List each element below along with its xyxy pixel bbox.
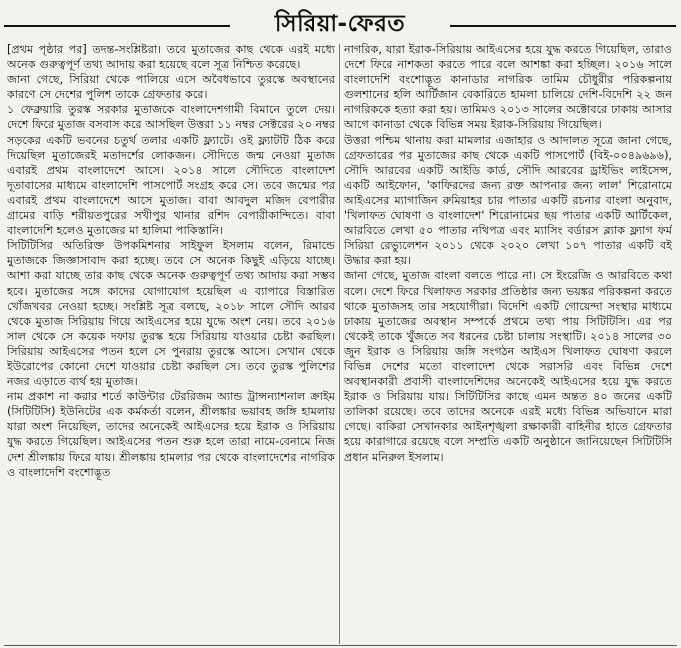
paragraph: জানা গেছে, মুতাজ বাংলা বলতে পারে না। সে ইংরেজি ও আরবিতে কথা বলে। দেশে ফিরে খিলাফত সরকার প্রতিষ্ঠার জন্য ভয়ঙ্কর পরিকল্পনা করতে থাকে মুতাজসহ তার সহযোগীরা। বিদেশি একটি গোয়েন্দা সংস্থার মাধ্যমে ঢাকায় মুতাজের অবস্থান সম্পর্কে প্রথমে তথ্য পায় সিটিটিসি। এর পর থেকেই তাকে খুঁজতে সব ধরনের চেষ্টা চালায় সংস্থাটি। ২০১৪ সালের ৩০ জুন ইরাক ও সিরিয়ায় জঙ্গি সংগঠন আইএস খিলাফত ঘোষণা করলে বিভিন্ন দেশের মতো বাংলাদেশ থেকে সরাসরি এবং বিভিন্ন দেশে অবস্থানকারী প্রবাসী বাংলাদেশিদের অনেকেই আইএসের হয়ে যুদ্ধ করতে ইরাক ও সিরিয়ায় যায়। সিটিটিসির কাছে এমন অন্তত ৪০ জনের একটি তালিকা রয়েছে। তবে তাদের অনেকে এরই মধ্যে বিভিন্ন অভিযানে মারা গেছে। বাকিরা সেখানকার আইনশৃঙ্খলা রক্ষাকারী বাহিনীর হাতে গ্রেফতার হয়ে কারাগারে রয়েছে বলে সম্প্রতি একটি অনুষ্ঠানে জানিয়েছেন সিটিটিসি প্রধান মনিরুল ইসলাম। <box>344 269 672 464</box>
headline-row <box>0 8 681 40</box>
right-column <box>344 42 672 645</box>
bottom-border <box>4 645 677 646</box>
paragraph: নাগরিক, যারা ইরাক-সিরিয়ায় আইএসের হয়ে যুদ্ধ করতে গিয়েছিল, তারাও দেশে ফিরে নাশকতা করতে পারে বলে আশঙ্কা করা হচ্ছিল। ২০১৬ সালে বাংলাদেশি বংশোদ্ভূত কানাডার নাগরিক তামিম চৌধুরীর পরিকল্পনায় গুলশানের হলি আর্টিজান বেকারিতে হামলা চালিয়ে দেশি-বিদেশি ২২ জন নাগরিককে হত্যা করা হয়। তামিমও ২০১৩ সালের অক্টোবরে ঢাকায় আসার আগে কানাডা থেকে বিভিন্ন সময় ইরাক-সিরিয়ায় গিয়েছিল। <box>344 43 672 132</box>
paragraph: নাম প্রকাশ না করার শর্তে কাউন্টার টেররিজম অ্যান্ড ট্রান্সন্যাশনাল ক্রাইম (সিটিটিসি) ইউনিটের এক কর্মকর্তা বলেন, শ্রীলঙ্কার ভয়াবহ জঙ্গি হামলায় যারা অংশ নিয়েছিল, তাদের অনেকেই আইএসের হয়ে ইরাক ও সিরিয়ায় যুদ্ধ করতে গিয়েছিল। আইএসের পতন শুরু হলে তারা নামে-বেনামে নিজ দেশ শ্রীলঙ্কায় ফিরে যায়। শ্রীলঙ্কায় হামলার পর থেকে বাংলাদেশের নাগরিক ও বাংলাদেশি বংশোদ্ভূত <box>7 390 335 479</box>
paragraph: উত্তরা পশ্চিম থানায় করা মামলার এজাহার ও আদালত সূত্রে জানা গেছে, গ্রেফতারের পর মুতাজের কাছ থেকে একটি পাসপোর্ট (বিই-০০৪৯৬৯৬), সৌদি আরবের একটি আইডি কার্ড, সৌদি আরবের ড্রাইভিং লাইসেন্স, একটি আইফোন, 'কাফিরদের জন্য রক্ত আপনার জন্য লাল' শিরোনামে আইএসের ম্যাগাজিন রুমিয়াহর চার পাতার একটি রচনার বাংলা অনুবাদ, 'খিলাফত ঘোষণা ও বাংলাদেশ' শিরোনামের ছয় পাতার একটি আর্টিকেল, আরবিতে লেখা ৫০ পাতার নথিপত্র এবং ম্যাসিং বর্ডারস ব্ল্যাক ফ্ল্যাগ ফর্ম সিরিয়া রেভ্যুলেশন ২০১১ থেকে ২০২০ লেখা ১০৭ পাতার একটি বই উদ্ধার করা হয়। <box>344 133 672 268</box>
article-headline: সিরিয়া-ফেরত <box>274 11 406 37</box>
left-column <box>7 42 335 645</box>
headline-rule-left <box>4 25 230 27</box>
paragraph: [প্রথম পৃষ্ঠার পর] তদন্ত-সংশ্লিষ্টরা। তবে মুতাজের কাছ থেকে এরই মধ্যে অনেক গুরুত্বপূর্ণ তথ্য আদায় করা হয়েছে বলে সূত্র নিশ্চিত করেছে। <box>7 43 335 72</box>
paragraph: সিটিটিসির অতিরিক্ত উপকমিশনার সাইফুল ইসলাম বলেন, রিমান্ডে মুতাজকে জিজ্ঞাসাবাদ করা হচ্ছে। তবে সে অনেক কিছুই এড়িয়ে যাচ্ছে। আশা করা যাচ্ছে তার কাছ থেকে অনেক গুরুত্বপূর্ণ তথ্য আদায় করা সম্ভব হবে। মুতাজের সঙ্গে কাদের যোগাযোগ হয়েছিল এ ব্যাপারে বিস্তারিত খোঁজখবর নেওয়া হচ্ছে। সংশ্লিষ্ট সূত্র বলছে, ২০১৮ সালে সৌদি আরব থেকে মুতাজ সিরিয়ায় গিয়ে আইএসের হয়ে যুদ্ধে অংশ নেয়। তবে ২০১৬ সাল থেকে সে কয়েক দফায় তুরস্ক হয়ে সিরিয়ায় যাওয়ার চেষ্টা করছিল। সিরিয়ায় আইএসের পতন হলে সে পুনরায় তুরস্কে আসে। সেখান থেকে ইউরোপের কোনো দেশে যাওয়ার চেষ্টা করছিল সে। তবে তুরস্ক পুলিশের নজর এড়াতে ব্যর্থ হয় মুতাজ। <box>7 239 335 389</box>
paragraph: জানা গেছে, সিরিয়া থেকে পালিয়ে এসে অবৈধভাবে তুরস্কে অবস্থানের কারণে সে দেশের পুলিশ তাকে গ্রেফতার করে। <box>7 73 335 102</box>
paragraph: ১ ফেব্রুয়ারি তুরস্ক সরকার মুতাজকে বাংলাদেশগামী বিমানে তুলে দেয়। দেশে ফিরে মুতাজ বসবাস করে আসছিল উত্তরা ১১ নম্বর সেক্টরের ২০ নম্বর সড়কের একটি ভবনের চতুর্থ তলার একটি ফ্ল্যাটে। ওই ফ্ল্যাটটি ঠিক করে দিয়েছিল মুতাজেরই মতাদর্শের লোকজন। সৌদিতে জন্ম নেওয়া মুতাজ এবারই প্রথম বাংলাদেশে আসে। ২০১৪ সালে সৌদিতে বাংলাদেশ দূতাবাসের মাধ্যমে বাংলাদেশি পাসপোর্ট সংগ্রহ করে সে। তবে জন্মের পর এবারই প্রথম বাংলাদেশে আসে মুতাজ। বাবা আবদুল মজিদ বেপারীর গ্রামের বাড়ি শরীয়তপুরের সখীপুর থানার রশিদ বেপারীকান্দিতে। বাবা বাংলাদেশি হলেও মুতাজের মা হালিমা পাকিস্তানি। <box>7 103 335 238</box>
previous-article-cutoff <box>0 0 681 7</box>
column-divider <box>339 44 340 644</box>
headline-rule-right <box>450 25 676 27</box>
